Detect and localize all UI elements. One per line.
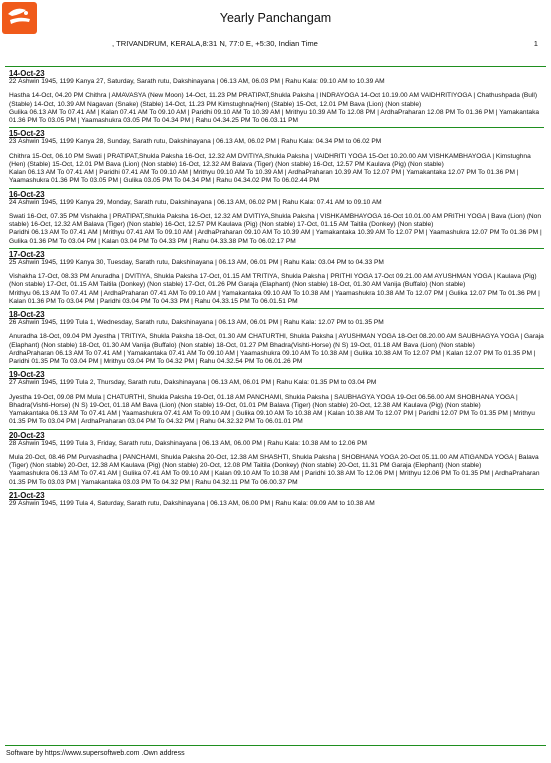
day-date: 20-Oct-23 [9, 430, 45, 440]
day-entry [9, 308, 544, 368]
day-entry [9, 429, 544, 489]
day-entry [9, 368, 544, 428]
day-details: Swati 16-Oct, 07.35 PM Vishakha | PRATIPAT,Shukla Paksha 16-Oct, 12.32 AM DVITIYA,Shukla Paksha | VISHKAMBHAYOGA 16-Oct 10.01.00 AM PRITHI YOGA | Bava (Lion) (Non stable) 16-Oct, 12.32 AM Balava (Tiger) (Non stable) 16-Oct, 12.57 PM Kaulava (Pig) (Non stable) 17-Oct, 01.15 AM Taitila (Donkey) (Non stable) [9, 212, 542, 228]
day-details: Mula 20-Oct, 08.46 PM Purvashadha | PANCHAMI, Shukla Paksha 20-Oct, 12.38 AM SHASHTI, Shukla Paksha | SHOBHANA YOGA 20-Oct 05.11.00 AM ATIGANDA YOGA | Balava (Tiger) (Non stable) 20-Oct, 12.38 AM Kaulava (Pig) (Non stable) 20-Oct, 12.08 PM Taitila (Donkey) (Non stable) 20-Oct, 11.31 PM Garaja (Elephant) (Non stable) [9, 453, 539, 469]
day-summary: 29 Āshwin 1945, 1199 Tula 4, Saturday, Sarath rutu, Dakshinayana | 06.13 AM, 06.00 PM | Rahu Kala: 09.09 AM to 10.38 AM [9, 499, 375, 507]
day-date: 21-Oct-23 [9, 490, 45, 500]
day-details: Anuradha 18-Oct, 09.04 PM Jyestha | TRITIYA, Shukla Paksha 18-Oct, 01.30 AM CHATURTHI, Shukla Paksha | AYUSHMAN YOGA 18-Oct 08.20.00 AM SAUBHAGYA YOGA | Garaja (Elaphant) (Non stable) 18-Oct, 01.30 AM Vanija (Buffalo) (Non stable) 18-Oct, 01.27 PM Bhadra(Vishti-Horse) (N S) 19-Oct, 01.18 AM Bava (Lion) (Non stable) [9, 333, 544, 349]
bottom-divider [5, 745, 546, 746]
day-timings: Yaamashukra 06.13 AM To 07.41 AM | Gulika 07.41 AM To 09.10 AM | Kalan 09.10 AM To 10.38 AM | Paridhi 10.38 AM To 12.06 PM | Mrithyu 12.06 PM To 01.35 PM | ArdhaPraharan 01.35 PM To 03.03 PM | Yamakantaka 03.03 PM To 04.32 PM | Rahu 04.32.11 PM To 06.00.37 PM [9, 470, 540, 486]
day-details: Chithra 15-Oct, 06.10 PM Swati | PRATIPAT,Shukla Paksha 16-Oct, 12.32 AM DVITIYA,Shukla Paksha | VAIDHRITI YOGA 15-Oct 10.20.00 AM VISHKAMBHAYOGA | Kimstughna (Hen) (Stable) 15-Oct, 12.01 PM Bava (Lion) (Non stable) 16-Oct, 12.32 AM Balava (Tiger) (Non stable) 16-Oct, 12.57 PM Kaulava (Pig) (Non stable) [9, 152, 531, 168]
day-entry [9, 69, 544, 127]
location-line: , TRIVANDRUM, KERALA,8:31 N, 77:0 E, +5:30, Indian Time [112, 39, 318, 48]
day-entry [9, 127, 544, 187]
day-date: 17-Oct-23 [9, 249, 45, 259]
page-header [0, 0, 551, 48]
day-summary: 23 Āshwin 1945, 1199 Kanya 28, Sunday, Sarath rutu, Dakshinayana | 06.13 AM, 06.02 PM | Rahu Kala: 04.34 PM to 06.02 PM [9, 138, 382, 146]
day-timings: Kalan 06.13 AM To 07.41 AM | Paridhi 07.41 AM To 09.10 AM | Mrithyu 09.10 AM To 10.39 AM | ArdhaPraharan 10.39 AM To 12.07 PM | Yamakantaka 12.07 PM To 01.36 PM | Yaamashukra 01.36 PM To 03.05 PM | Gulika 03.05 PM To 04.34 PM | Rahu 04.34.02 PM To 06.02.44 PM [9, 169, 519, 185]
footer-credit: Software by https://www.supersoftweb.com .Own address [6, 750, 185, 757]
day-date: 16-Oct-23 [9, 189, 45, 199]
page-title: Yearly Panchangam [219, 11, 332, 25]
day-details: Vishakha 17-Oct, 08.33 PM Anuradha | DVITIYA, Shukla Paksha 17-Oct, 01.15 AM TRITIYA, Shukla Paksha | PRITHI YOGA 17-Oct 09.21.00 AM AYUSHMAN YOGA | Kaulava (Pig) (Non stable) 17-Oct, 01.15 AM Taitila (Donkey) (Non stable) 17-Oct, 01.26 PM Garaja (Elaphant) (Non stable) 18-Oct, 01.30 AM Vanija (Buffalo) (Non stable) [9, 273, 537, 289]
day-summary: 24 Āshwin 1945, 1199 Kanya 29, Monday, Sarath rutu, Dakshinayana | 06.13 AM, 06.02 PM | Rahu Kala: 07.41 AM to 09.10 AM [9, 198, 382, 206]
day-timings: Mrithyu 06.13 AM To 07.41 AM | ArdhaPraharan 07.41 AM To 09.10 AM | Yamakantaka 09.10 AM To 10.38 AM | Yaamashukra 10.38 AM To 12.07 PM | Gulika 12.07 PM To 01.36 PM | Kalan 01.36 PM To 03.04 PM | Paridhi 03.04 PM To 04.33 PM | Rahu 04.33.15 PM To 06.01.51 PM [9, 289, 540, 305]
day-timings: Gulika 06.13 AM To 07.41 AM | Kalan 07.41 AM To 09.10 AM | Paridhi 09.10 AM To 10.39 AM | Mrithyu 10.39 AM To 12.08 PM | ArdhaPraharan 12.08 PM To 01.36 PM | Yamakantaka 01.36 PM To 03.05 PM | Yaamashukra 03.05 PM To 04.34 PM | Rahu 04.34.25 PM To 06.03.11 PM [9, 108, 540, 124]
top-divider [5, 66, 546, 67]
day-entry [9, 248, 544, 308]
day-summary: 26 Āshwin 1945, 1199 Tula 1, Wednesday, Sarath rutu, Dakshinayana | 06.13 AM, 06.01 PM | Rahu Kala: 12.07 PM to 01.35 PM [9, 319, 384, 326]
day-timings: ArdhaPraharan 06.13 AM To 07.41 AM | Yamakantaka 07.41 AM To 09.10 AM | Yaamashukra 09.10 AM To 10.38 AM | Gulika 10.38 AM To 12.07 PM | Kalan 12.07 PM To 01.35 PM | Paridhi 01.35 PM To 03.04 PM | Mrithyu 03.04 PM To 04.32 PM | Rahu 04.32.54 PM To 06.01.26 PM [9, 349, 536, 365]
day-summary: 22 Āshwin 1945, 1199 Kanya 27, Saturday, Sarath rutu, Dakshinayana | 06.13 AM, 06.03 PM | Rahu Kala: 09.10 AM to 10.39 AM [9, 78, 385, 85]
day-entry [9, 188, 544, 248]
day-summary: 25 Āshwin 1945, 1199 Kanya 30, Tuesday, Sarath rutu, Dakshinayana | 06.13 AM, 06.01 PM | Rahu Kala: 03.04 PM to 04.33 PM [9, 258, 384, 266]
day-timings: Paridhi 06.13 AM To 07.41 AM | Mrithyu 07.41 AM To 09.10 AM | ArdhaPraharan 09.10 AM To 10.39 AM | Yamakantaka 10.39 AM To 12.07 PM | Yaamashukra 12.07 PM To 01.36 PM | Gulika 01.36 PM To 03.04 PM | Kalan 03.04 PM To 04.33 PM | Rahu 04.33.38 PM To 06.02.17 PM [9, 229, 542, 245]
page-number: 1 [533, 39, 538, 48]
day-date: 19-Oct-23 [9, 370, 45, 380]
panchangam-list [9, 68, 544, 740]
day-details: Hastha 14-Oct, 04.20 PM Chithra | AMAVASYA (New Moon) 14-Oct, 11.23 PM PRATIPAT,Shukla Paksha | INDRAYOGA 14-Oct 10.19.00 AM VAIDHRITIYOGA | Chathushpada (Bull) (Stable) 14-Oct, 10.39 AM Nagavan (Snake) (Stable) 14-Oct, 11.23 PM Kimstughna(Hen) (Stable) 15-Oct, 12.01 PM Bava (Lion) (Non stable) [9, 92, 538, 108]
day-summary: 27 Āshwin 1945, 1199 Tula 2, Thursday, Sarath rutu, Dakshinayana | 06.13 AM, 06.01 PM | Rahu Kala: 01.35 PM to 03.04 PM [9, 379, 377, 387]
day-entry [9, 489, 544, 516]
day-date: 14-Oct-23 [9, 69, 45, 78]
day-date: 15-Oct-23 [9, 129, 45, 139]
day-details: Jyestha 19-Oct, 09.08 PM Mula | CHATURTHI, Shukla Paksha 19-Oct, 01.18 AM PANCHAMI, Shukla Paksha | SAUBHAGYA YOGA 19-Oct 06.56.00 AM SHOBHANA YOGA | Bhadra(Vishti-Horse) (N S) 19-Oct, 01.18 AM Bava (Lion) (Non stable) 19-Oct, 01.01 PM Balava (Tiger) (Non stable) 20-Oct, 12.38 AM Kaulava (Pig) (Non stable) [9, 393, 518, 409]
day-timings: Yamakantaka 06.13 AM To 07.41 AM | Yaamashukra 07.41 AM To 09.10 AM | Gulika 09.10 AM To 10.38 AM | Kalan 10.38 AM To 12.07 PM | Paridhi 12.07 PM To 01.35 PM | Mrithyu 01.35 PM To 03.04 PM | ArdhaPraharan 03.04 PM To 04.32 PM | Rahu 04.32.32 PM To 06.01.01 PM [9, 410, 535, 426]
day-summary: 28 Āshwin 1945, 1199 Tula 3, Friday, Sarath rutu, Dakshinayana | 06.13 AM, 06.00 PM | Rahu Kala: 10.38 AM to 12.06 PM [9, 439, 367, 447]
day-date: 18-Oct-23 [9, 310, 45, 319]
